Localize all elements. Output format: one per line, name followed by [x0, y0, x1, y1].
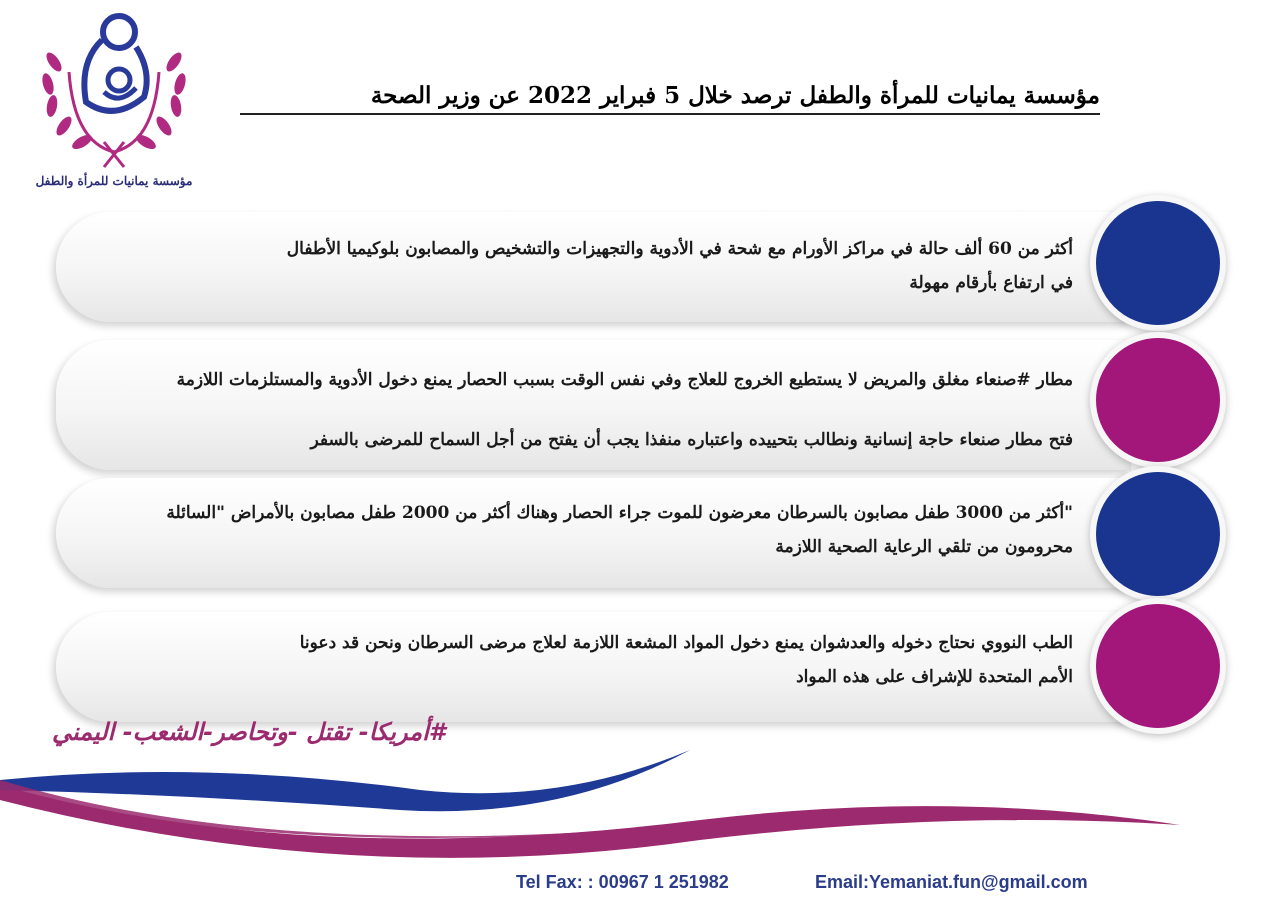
info-card-2 — [56, 340, 1131, 470]
card-2-line-2: فتح مطار صنعاء حاجة إنسانية ونطالب بتحييده واعتباره منفذا يجب أن يفتح من أجل السماح للمرضى بالسفر — [310, 430, 1073, 450]
card-1-bullet-circle — [1090, 195, 1226, 331]
card-1-line-1: أكثر من 60 ألف حالة في مراكز الأورام مع شحة في الأدوية والتجهيزات والتشخيص والمصابون بلوكيميا الأطفال — [286, 239, 1073, 259]
card-4-line-1: الطب النووي نحتاج دخوله والعدشوان يمنع دخول المواد المشعة اللازمة لعلاج مرضى السرطان ونحن قد دعونا — [299, 633, 1073, 653]
card-4-bullet-circle — [1090, 598, 1226, 734]
card-1-line-2: في ارتفاع بأرقام مهولة — [909, 273, 1073, 293]
logo — [14, 2, 214, 200]
info-card-3 — [56, 478, 1131, 588]
card-3-bullet-circle — [1090, 466, 1226, 602]
info-card-4 — [56, 612, 1131, 722]
logo-text: مؤسسة يمانيات للمرأة والطفل — [35, 174, 193, 188]
info-card-1 — [56, 212, 1131, 322]
card-3-line-2: محرومون من تلقي الرعاية الصحية اللازمة — [775, 537, 1073, 557]
page-title: مؤسسة يمانيات للمرأة والطفل ترصد خلال 5 فبراير 2022 عن وزير الصحة — [240, 82, 1100, 115]
card-4-line-2: الأمم المتحدة للإشراف على هذه المواد — [796, 667, 1073, 687]
card-2-bullet-circle — [1090, 332, 1226, 468]
card-2-line-1: مطار #صنعاء مغلق والمريض لا يستطيع الخروج للعلاج وفي نفس الوقت بسبب الحصار يمنع دخول الأدوية والمستلزمات اللازمة — [176, 370, 1073, 390]
hashtag-slogan: #أمريكا- تقتل -وتحاصر-الشعب- اليمني — [52, 718, 446, 746]
logo-emblem-icon — [24, 2, 204, 172]
contact-phone: Tel Fax: : 00967 1 251982 — [516, 872, 729, 892]
contact-email: Email:Yemaniat.fun@gmail.com — [815, 872, 1088, 892]
decorative-wave — [0, 740, 1280, 865]
card-3-line-1: "أكثر من 3000 طفل مصابون بالسرطان معرضون للموت جراء الحصار وهناك أكثر من 2000 طفل مصابون بالأمراض "السائلة — [166, 503, 1073, 523]
